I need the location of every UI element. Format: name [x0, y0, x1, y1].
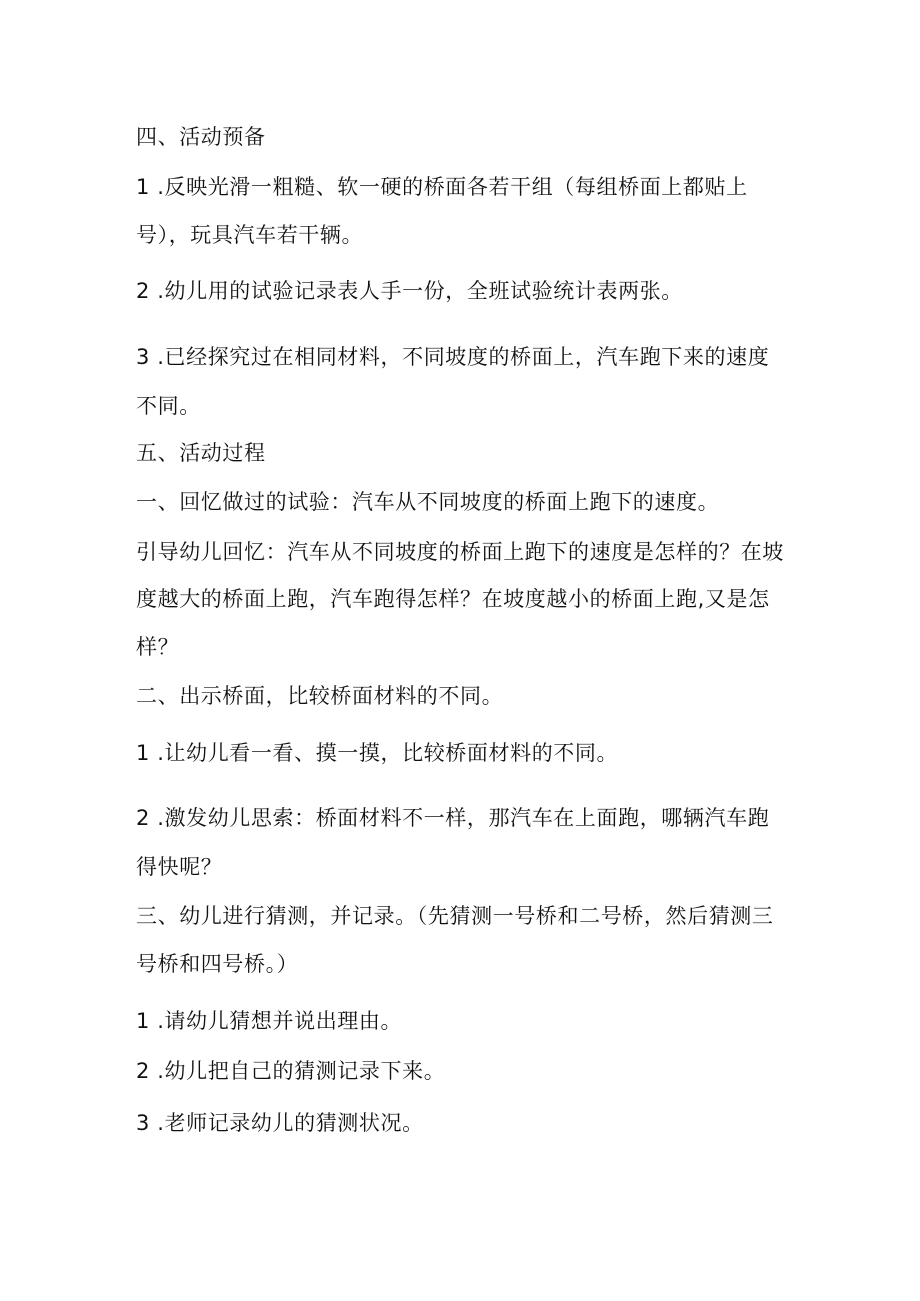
step-3-item-1: 1 .请幼儿猜想并说出理由。: [136, 1009, 403, 1033]
section-heading-process: 五、活动过程: [136, 441, 266, 465]
prep-item-3-line-2: 不同。: [136, 394, 201, 418]
step-1-text-line-2: 度越大的桥面上跑，汽车跑得怎样？在坡度越小的桥面上跑,又是怎: [136, 587, 770, 611]
prep-item-3-line-1: 3 .已经探究过在相同材料，不同坡度的桥面上，汽车跑下来的速度: [136, 345, 770, 369]
step-3-heading-line-1: 三、幼儿进行猜测，并记录。（先猜测一号桥和二号桥，然后猜测三: [136, 904, 774, 928]
step-3-heading-line-2: 号桥和四号桥。）: [136, 952, 299, 976]
step-1-text-line-1: 引导幼儿回忆：汽车从不同坡度的桥面上跑下的速度是怎样的？在坡: [136, 540, 784, 564]
prep-item-2: 2 .幼儿用的试验记录表人手一份，全班试验统计表两张。: [136, 279, 683, 303]
step-3-item-3: 3 .老师记录幼儿的猜测状况。: [136, 1111, 424, 1135]
step-1-text-line-3: 样？: [136, 635, 180, 659]
step-1-heading: 一、回忆做过的试验：汽车从不同坡度的桥面上跑下的速度。: [136, 490, 720, 514]
step-2-item-2-line-2: 得快呢？: [136, 855, 223, 879]
prep-item-1-line-2: 号），玩具汽车若干辆。: [136, 223, 364, 247]
prep-item-1-line-1: 1 .反映光滑一粗糙、软一硬的桥面各若干组（每组桥面上都贴上: [136, 175, 748, 199]
step-2-item-2-line-1: 2 .激发幼儿思索：桥面材料不一样，那汽车在上面跑，哪辆汽车跑: [136, 806, 770, 830]
step-2-heading: 二、出示桥面，比较桥面材料的不同。: [136, 684, 504, 708]
step-2-item-1: 1 .让幼儿看一看、摸一摸，比较桥面材料的不同。: [136, 741, 619, 765]
section-heading-preparation: 四、活动预备: [136, 125, 266, 149]
step-3-item-2: 2 .幼儿把自己的猜测记录下来。: [136, 1059, 446, 1083]
